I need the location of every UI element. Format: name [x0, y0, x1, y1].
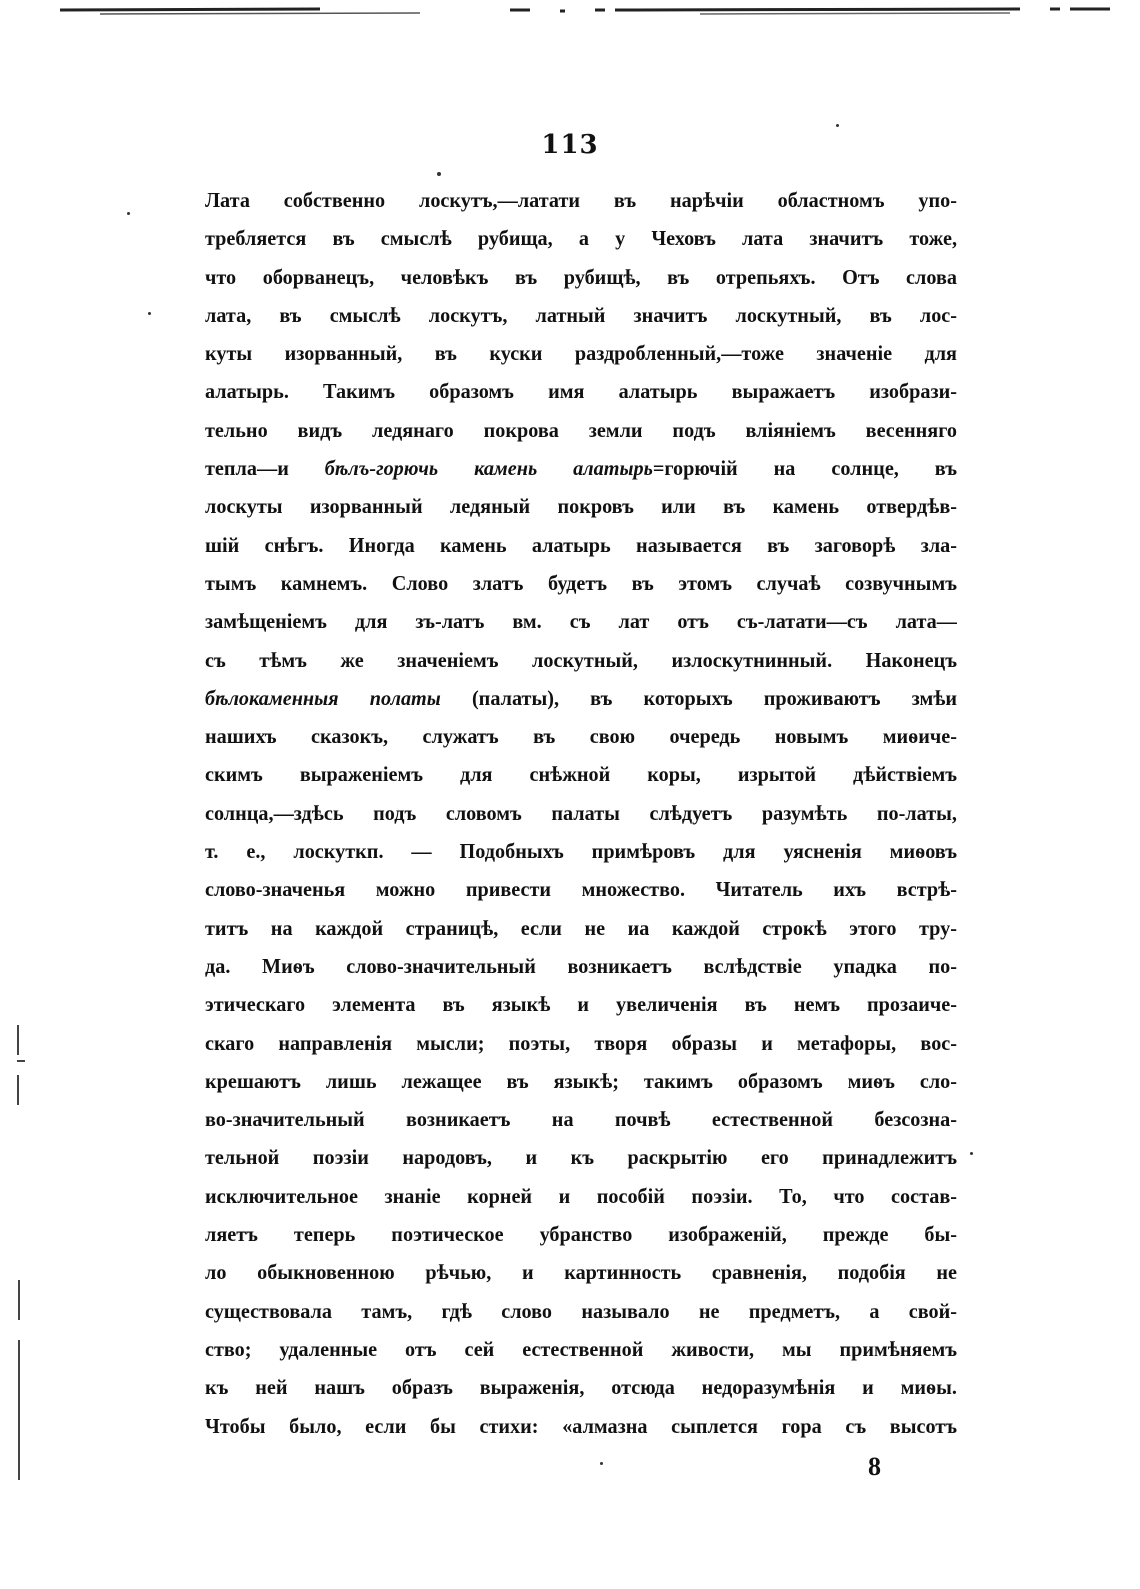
text-line	[205, 794, 957, 832]
italic-term: бѣлокаменныя полаты	[205, 685, 441, 710]
text-segment: куты изорванный, въ куски раздробленный,—тоже значеніе для	[205, 341, 957, 366]
text-line	[205, 985, 957, 1023]
text-segment: ство; удаленные отъ сей естественной живости, мы примѣняемъ	[205, 1336, 957, 1361]
text-line	[205, 909, 957, 947]
text-line	[205, 1215, 957, 1253]
text-segment: =горючій на солнце, въ	[652, 456, 957, 481]
text-line	[205, 487, 957, 525]
signature-mark: 8	[868, 1452, 881, 1481]
text-segment: ляетъ теперь поэтическое убранство изображеній, прежде бы-	[205, 1222, 957, 1247]
text-line	[205, 526, 957, 564]
text-line	[205, 1100, 957, 1138]
text-segment: слово-значенья можно привести множество. Читатель ихъ встрѣ-	[205, 877, 957, 902]
text-segment: Лата собственно лоскутъ,—латати въ нарѣчіи областномъ упо-	[205, 188, 957, 212]
margin-scan-mark	[18, 1280, 20, 1320]
text-segment: солнца,—здѣсь подъ словомъ палаты слѣдуетъ разумѣть по-латы,	[205, 800, 957, 825]
text-line	[205, 602, 957, 640]
scan-speck	[836, 124, 839, 127]
page-number: 113	[541, 130, 599, 160]
text-line	[205, 181, 957, 219]
text-line	[205, 947, 957, 985]
text-segment: къ ней нашъ образъ выраженія, отсюда недоразумѣнія и миѳы.	[205, 1375, 957, 1400]
text-segment: лоскуты изорванный ледяный покровъ или въ камень отвердѣв-	[205, 494, 957, 519]
text-segment: шій снѣгъ. Иногда камень алатырь называется въ заговорѣ зла-	[205, 532, 957, 557]
text-segment: (палаты), въ которыхъ проживаютъ змѣи	[440, 685, 957, 710]
text-line	[205, 1138, 957, 1176]
text-line	[205, 296, 957, 334]
text-line	[205, 832, 957, 870]
text-line	[205, 641, 957, 679]
text-line	[205, 334, 957, 372]
text-line	[205, 679, 957, 717]
text-segment: нашихъ сказокъ, служатъ въ свою очередь новымъ миѳиче-	[205, 724, 957, 749]
text-line	[205, 1024, 957, 1062]
text-line	[205, 755, 957, 793]
text-line	[205, 219, 957, 257]
text-segment: этическаго элемента въ языкѣ и увеличенія въ немъ прозаиче-	[205, 992, 957, 1017]
text-segment: что оборванецъ, человѣкъ въ рубищѣ, въ отрепьяхъ. Отъ слова	[205, 264, 957, 289]
text-segment: требляется въ смыслѣ рубища, а у Чеховъ лата значитъ тоже,	[205, 226, 957, 251]
text-line	[205, 258, 957, 296]
scan-speck	[437, 172, 441, 176]
text-line	[205, 1062, 957, 1100]
scan-speck	[127, 212, 130, 215]
text-segment: лата, въ смыслѣ лоскутъ, латный значитъ лоскутный, въ лос-	[205, 302, 957, 327]
text-segment: во-значительный возникаетъ на почвѣ естественной безсозна-	[205, 1107, 957, 1132]
top-scan-border	[0, 0, 1140, 30]
margin-scan-mark	[17, 1075, 19, 1105]
text-segment: да. Миѳъ слово-значительный возникаетъ вслѣдствіе упадка по-	[205, 953, 957, 978]
margin-scan-mark	[17, 1060, 25, 1062]
text-segment: скаго направленія мысли; поэты, творя образы и метафоры, вос-	[205, 1030, 957, 1055]
body-text	[205, 181, 957, 1445]
text-line	[205, 1292, 957, 1330]
text-line	[205, 1368, 957, 1406]
text-line	[205, 870, 957, 908]
text-segment: тепла—и	[205, 456, 325, 481]
margin-scan-mark	[18, 1340, 20, 1480]
text-line	[205, 1407, 957, 1445]
text-segment: Чтобы было, если бы стихи: «алмазна сыплется гора съ высотъ	[205, 1413, 957, 1438]
text-line	[205, 564, 957, 602]
text-segment: скимъ выраженіемъ для снѣжной коры, изрытой дѣйствіемъ	[205, 762, 957, 787]
text-line	[205, 1177, 957, 1215]
text-segment: съ тѣмъ же значеніемъ лоскутный, излоскутнинный. Наконецъ	[205, 647, 957, 672]
text-segment: тельно видъ ледянаго покрова земли подъ вліяніемъ весенняго	[205, 417, 957, 442]
text-line	[205, 1253, 957, 1291]
text-segment: алатырь. Такимъ образомъ имя алатырь выражаетъ изобрази-	[205, 379, 957, 404]
scan-speck	[148, 312, 151, 315]
text-line	[205, 717, 957, 755]
scan-speck	[600, 1462, 603, 1465]
text-segment: титъ на каждой страницѣ, если не иа каждой строкѣ этого тру-	[205, 915, 957, 940]
italic-term: бѣлъ-горючь камень алатырь	[324, 456, 653, 481]
text-segment: крешаютъ лишь лежащее въ языкѣ; такимъ образомъ миѳъ сло-	[205, 1068, 957, 1093]
text-segment: тымъ камнемъ. Слово златъ будетъ въ этомъ случаѣ созвучнымъ	[205, 570, 957, 595]
text-segment: существовала тамъ, гдѣ слово называло не предметъ, а свой-	[205, 1298, 957, 1323]
text-line	[205, 411, 957, 449]
text-segment: исключительное знаніе корней и пособій поэзіи. То, что состав-	[205, 1183, 957, 1208]
text-line	[205, 1330, 957, 1368]
text-segment: ло обыкновенною рѣчью, и картинность сравненія, подобія не	[205, 1260, 957, 1285]
text-segment: тельной поэзіи народовъ, и къ раскрытію его принадлежитъ	[205, 1145, 957, 1170]
scan-speck	[970, 1152, 973, 1155]
text-line	[205, 449, 957, 487]
text-segment: замѣщеніемъ для зъ-латъ вм. съ лат отъ съ-латати—съ лата—	[205, 609, 957, 634]
text-segment: т. е., лоскуткп. — Подобныхъ примѣровъ для уясненія миѳовъ	[205, 839, 957, 864]
margin-scan-mark	[17, 1025, 19, 1055]
text-line	[205, 372, 957, 410]
